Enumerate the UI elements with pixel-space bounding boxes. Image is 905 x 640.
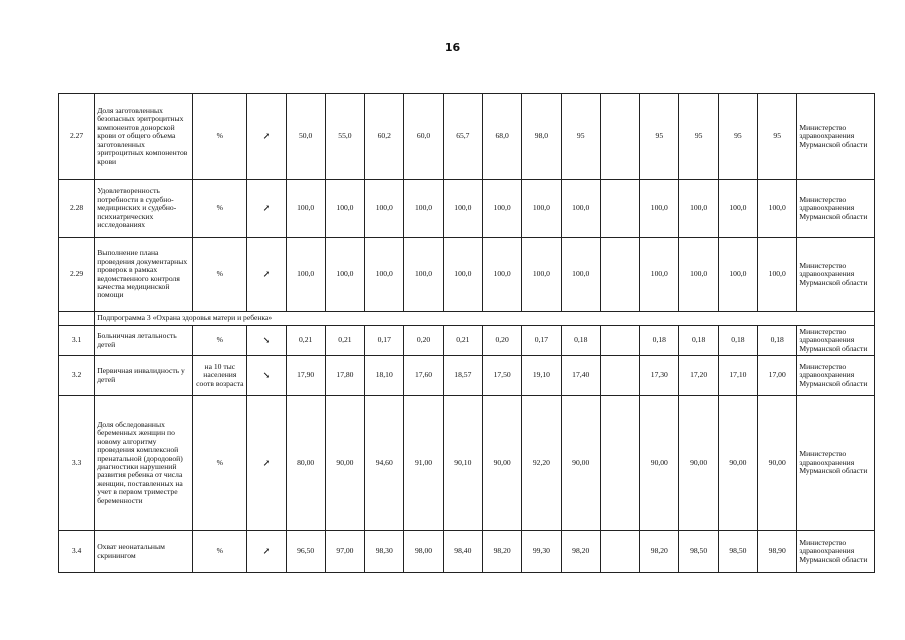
value-cell: 0,18 [679,326,718,356]
value-cell: 0,21 [443,326,482,356]
value-cell [600,180,639,238]
value-cell: 100,0 [404,238,443,312]
value-cell: 98,30 [365,531,404,573]
value-cell: 100,0 [679,180,718,238]
value-cell: 17,40 [561,356,600,396]
value-cell [600,531,639,573]
value-cell: 60,2 [365,94,404,180]
row-number: 3.2 [59,356,95,396]
value-cell: 18,57 [443,356,482,396]
value-cell: 100,0 [325,180,364,238]
value-cell: 100,0 [718,180,757,238]
indicator-name: Больничная летальность детей [95,326,193,356]
responsible-org: Министерство здравоохранения Мурманской области [797,180,875,238]
value-cell: 95 [640,94,679,180]
value-cell: 0,21 [286,326,325,356]
value-cell: 96,50 [286,531,325,573]
value-cell: 98,50 [718,531,757,573]
indicator-name: Доля заготовленных безопасных эритроцитных компонентов донорской крови от общего объема заготовленных эритроцитных компонентов крови [95,94,193,180]
value-cell: 98,50 [679,531,718,573]
value-cell: 0,17 [365,326,404,356]
indicator-name: Доля обследованных беременных женщин по новому алгоритму проведения комплексной пренатальной (дородовой) диагностики нарушений развития ребенка от числа женщин, поставленных на учет в первом триместре беременности [95,396,193,531]
row-number: 3.1 [59,326,95,356]
indicator-name: Удовлетворенность потребности в судебно-медицинских и судебно-психиатрических исследованиях [95,180,193,238]
value-cell: 99,30 [522,531,561,573]
value-cell: 90,00 [679,396,718,531]
value-cell: 94,60 [365,396,404,531]
value-cell: 100,0 [718,238,757,312]
value-cell: 65,7 [443,94,482,180]
table-row [59,531,875,573]
responsible-org: Министерство здравоохранения Мурманской области [797,531,875,573]
value-cell: 55,0 [325,94,364,180]
value-cell: 95 [718,94,757,180]
value-cell: 100,0 [640,180,679,238]
row-number: 2.28 [59,180,95,238]
value-cell: 90,00 [561,396,600,531]
table-row [59,94,875,180]
responsible-org: Министерство здравоохранения Мурманской области [797,356,875,396]
indicators-table [58,93,875,573]
value-cell: 19,10 [522,356,561,396]
value-cell [600,356,639,396]
table-row [59,326,875,356]
indicator-name: Первичная инвалидность у детей [95,356,193,396]
indicator-name: Выполнение плана проведения документарных проверок в рамках ведомственного контроля качества медицинской помощи [95,238,193,312]
value-cell: 95 [758,94,797,180]
unit-cell: на 10 тыс населения соотв возраста [193,356,247,396]
value-cell: 100,0 [522,238,561,312]
value-cell: 90,00 [758,396,797,531]
row-number: 2.29 [59,238,95,312]
unit-cell: % [193,238,247,312]
value-cell: 17,90 [286,356,325,396]
value-cell: 0,18 [561,326,600,356]
responsible-org: Министерство здравоохранения Мурманской области [797,396,875,531]
value-cell: 90,10 [443,396,482,531]
value-cell: 97,00 [325,531,364,573]
page-number: 16 [444,41,461,54]
value-cell: 90,00 [325,396,364,531]
responsible-org: Министерство здравоохранения Мурманской области [797,238,875,312]
value-cell: 17,20 [679,356,718,396]
value-cell: 80,00 [286,396,325,531]
value-cell: 17,10 [718,356,757,396]
indicator-name: Охват неонатальным скринингом [95,531,193,573]
value-cell: 0,18 [718,326,757,356]
value-cell: 98,20 [640,531,679,573]
value-cell: 60,0 [404,94,443,180]
value-cell: 100,0 [365,180,404,238]
row-number: 3.4 [59,531,95,573]
value-cell: 100,0 [286,180,325,238]
unit-cell: % [193,396,247,531]
value-cell [600,94,639,180]
trend-arrow-icon: ↗ [247,94,286,180]
value-cell: 0,20 [404,326,443,356]
value-cell: 0,18 [640,326,679,356]
trend-arrow-icon: ↗ [247,180,286,238]
value-cell: 0,17 [522,326,561,356]
value-cell: 98,20 [482,531,521,573]
value-cell: 90,00 [482,396,521,531]
unit-cell: % [193,94,247,180]
value-cell: 100,0 [365,238,404,312]
value-cell: 0,18 [758,326,797,356]
unit-cell: % [193,531,247,573]
value-cell: 17,60 [404,356,443,396]
value-cell: 90,00 [640,396,679,531]
trend-arrow-icon: ↗ [247,396,286,531]
value-cell [600,326,639,356]
value-cell: 100,0 [640,238,679,312]
trend-arrow-icon: ↘ [247,326,286,356]
value-cell: 98,20 [561,531,600,573]
value-cell: 100,0 [443,238,482,312]
value-cell: 100,0 [758,180,797,238]
value-cell: 98,40 [443,531,482,573]
value-cell: 0,21 [325,326,364,356]
value-cell: 100,0 [561,238,600,312]
value-cell: 100,0 [325,238,364,312]
value-cell: 0,20 [482,326,521,356]
value-cell: 95 [561,94,600,180]
value-cell: 98,00 [404,531,443,573]
value-cell: 98,0 [522,94,561,180]
table-row [59,356,875,396]
value-cell: 100,0 [561,180,600,238]
table-row [59,180,875,238]
row-number: 2.27 [59,94,95,180]
trend-arrow-icon: ↘ [247,356,286,396]
value-cell: 100,0 [286,238,325,312]
unit-cell: % [193,180,247,238]
trend-arrow-icon: ↗ [247,238,286,312]
value-cell: 17,30 [640,356,679,396]
unit-cell: % [193,326,247,356]
value-cell: 50,0 [286,94,325,180]
row-number: 3.3 [59,396,95,531]
value-cell: 91,00 [404,396,443,531]
subprogram-label: Подпрограмма 3 «Охрана здоровья матери и ребенка» [95,312,875,326]
subprogram-row [59,312,875,326]
table-row [59,238,875,312]
trend-arrow-icon: ↗ [247,531,286,573]
value-cell: 17,80 [325,356,364,396]
value-cell: 100,0 [482,180,521,238]
value-cell: 100,0 [679,238,718,312]
value-cell: 98,90 [758,531,797,573]
value-cell [600,396,639,531]
value-cell [600,238,639,312]
value-cell: 100,0 [482,238,521,312]
table-row [59,396,875,531]
value-cell: 95 [679,94,718,180]
value-cell: 92,20 [522,396,561,531]
value-cell: 17,50 [482,356,521,396]
value-cell: 17,00 [758,356,797,396]
value-cell: 18,10 [365,356,404,396]
responsible-org: Министерство здравоохранения Мурманской области [797,94,875,180]
value-cell: 100,0 [443,180,482,238]
responsible-org: Министерство здравоохранения Мурманской области [797,326,875,356]
value-cell: 68,0 [482,94,521,180]
value-cell: 100,0 [404,180,443,238]
value-cell: 100,0 [758,238,797,312]
value-cell: 100,0 [522,180,561,238]
value-cell: 90,00 [718,396,757,531]
